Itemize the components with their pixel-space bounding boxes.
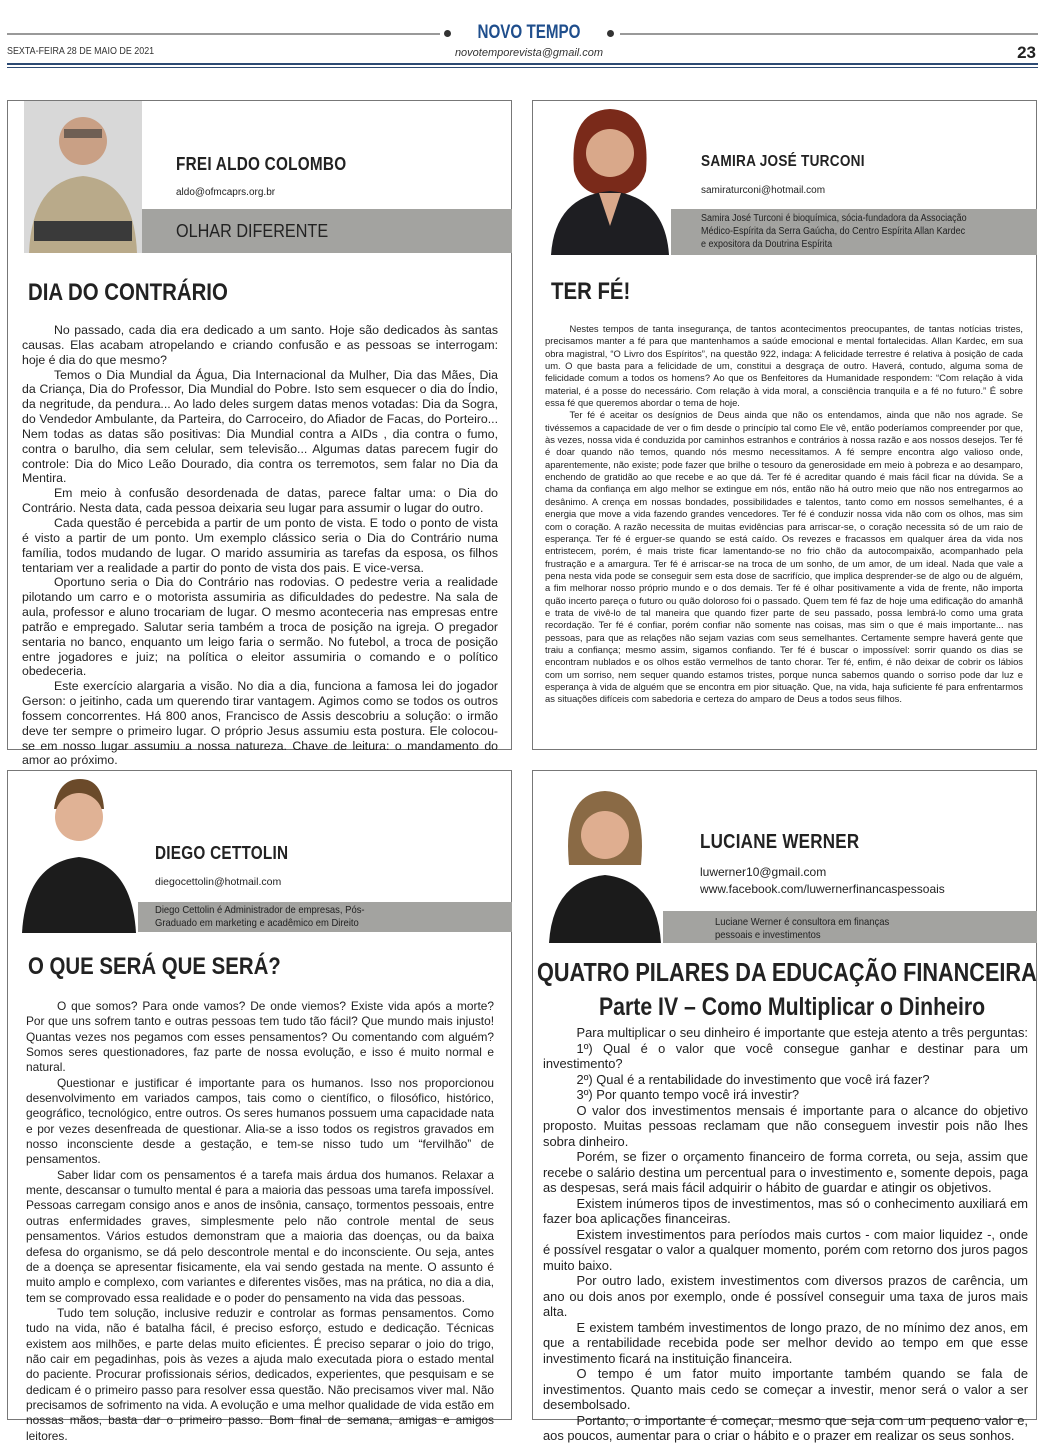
article-ter-fe: [532, 100, 1037, 750]
article-title: O QUE SERÁ QUE SERÁ?: [28, 953, 281, 980]
paragraph: O valor dos investimentos mensais é importante para o alcance do objetivo proposto. Muitas pessoas reclamam que não conseguem investir pois não lhes sobra dinheiro.: [543, 1102, 1028, 1149]
author-name: LUCIANE WERNER: [700, 831, 860, 853]
author-photo: [547, 785, 663, 943]
paragraph: 1º) Qual é o valor que você consegue ganhar e destinar para um investimento?: [543, 1040, 1028, 1071]
article-body: [543, 1025, 1028, 1444]
article-body: [22, 323, 498, 768]
article-title: QUATRO PILARES DA EDUCAÇÃO FINANCEIRA: [537, 959, 1037, 987]
paragraph: Portanto, o importante é começar, mesmo que seja com um pequeno valor e, aos poucos, aumentar para o criar o hábito e o prazer em realizar os seus sonhos.: [543, 1412, 1028, 1443]
header-divider: [7, 67, 1038, 68]
author-email[interactable]: aldo@ofmcaprs.org.br: [176, 187, 276, 198]
paragraph: Ter fé é aceitar os desígnios de Deus ainda que não os entendamos, ainda que não nos agrade. Se tivéssemos a capacidade de ver o fim desde o princípio tal como Ele vê, então poderíamos compreender por que, às vezes, nossa vida é conduzida por caminhos estranhos e contrários à nossa razão e aos nossos desejos. Ter fé é doar quando não temos, quando nós mesmo necessitamos. A fé sempre encontra algo valioso onde, aparentemente, não existe; pode fazer que brilhe o tesouro da generosidade em meio à pobreza e ao desamparo, enchendo de gratidão ao que recebe e ao que dá. Ter fé é acreditar quando é mais fácil ficar na dúvida. Se a chama da confiança em algo melhor se extingue em nós, então não há outro meio que não nos entregarmos ao desânimo. A crença em nossas bondades, possibilidades e talentos, tanto como em nossos semelhantes, é a energia que move a vida fazendo grandes vencedores. Ter fé é conduzir nossa vida não com os olhos, mas sim com o coração. A razão necessita de muitas evidências para arriscar-se, o coração necessita só de um raio de esperança. Ter fé é erguer-se quando se está caído. Os revezes e fracassos em qualquer área da vida nos entristecem, porém, é mais triste ficar lamentando-se no frio chão da autocompaixão, acompanhado pela frustração e a amargura. Ter fé é arriscar-se na troca de um sonho, de um amor, de um ideal. Nada que vale a pena nesta vida pode se conseguir sem esta dose de sacrifício, que implica desprender-se de algo ou de alguém, a fim melhorar nosso próprio mundo e o dos demais. Ter fé é olhar positivamente a vida de frente, não importa quão incerto pareça o futuro ou quão doloroso foi o passado. Quem tem fé faz de hoje uma edificação do amanhã e trata de vivê-lo de tal maneira que quando fizer parte de seu passado, possa lembrá-lo como uma grata recordação. Ter fé é confiar, porém confiar não somente nas coisas, mas sim o que é mais importante... nas pessoas, para que as relações não sejam vazias com seus semelhantes. Certamente sempre haverá gente que traiu a confiança; mesmo assim, sigamos confiando. Ter fé é buscar o impossível: sorrir quando os dias se encontram nublados e os olhos estão vermelhos de tanto chorar. Ter fé, enfim, é não deixar de cobrir os lábios com um sorriso, nem sequer quando estamos tristes, porque nunca sabemos quando o sorriso pode dar luz e esperança à vida de alguém que se encontra em pior situação. Que, na vida, haja suficiente fé para enfrentarmos as situações difíceis com sabedoria e certeza do amparo de Deus a todos seus filhos.: [545, 409, 1023, 705]
paragraph: Tudo tem solução, inclusive reduzir e controlar as formas pensamentos. Como tudo na vida, não é batalha fácil, é preciso esforço, estudo e dedicação. Técnicas existem aos milhões, e parte delas muito eficientes. É preciso separar o joio do trigo, não cair em pegadinhas, pois às vezes a ajuda malo executada piora o estado mental do paciente. Procurar profissionais sérios, dedicados, experientes, que pesquisam e se dedicam é o primeiro passo para resolver essa questão. Não precisamos viver mal. Não precisamos de sofrimento na vida. A evolução e uma melhor qualidade de vida estão em nossas mãos, basta dar o primeiro passo. Bom final de semana, amigas e amigos leitores.: [26, 1305, 494, 1443]
author-name: SAMIRA JOSÉ TURCONI: [701, 153, 865, 170]
header-divider: [7, 63, 1038, 65]
author-email[interactable]: diegocettolin@hotmail.com: [155, 876, 282, 888]
author-name: DIEGO CETTOLIN: [155, 843, 289, 863]
article-educacao-financeira: [532, 770, 1037, 1443]
author-email[interactable]: samiraturconi@hotmail.com: [701, 185, 826, 196]
author-bio: Samira José Turconi é bioquímica, sócia-fundadora da Associação Médico-Espírita da Serra Gaúcha, do Centro Espírita Allan Kardec e expositora da Doutrina Espírita: [701, 213, 967, 250]
paragraph: Cada questão é percebida a partir de um ponto de vista. E todo o ponto de vista é visto a partir de um ponto. Um exemplo clássico seria o Dia do Contrário numa família, todos mudando de lugar. O marido assumiria as tarefas da esposa, os filhos tentariam ver a realidade a partir do ponto de vista dos pais. E vice-versa.: [22, 515, 498, 575]
header-dot: [607, 30, 614, 37]
author-photo: [24, 101, 142, 253]
paragraph: Temos o Dia Mundial da Água, Dia Internacional da Mulher, Dia das Mães, Dia da Criança, Dia do Professor, Dia Mundial do Pobre. Isto sem esquecer o dia do Índio, da negritude, da pendura... Ao lado deles surgem datas menos votadas: Dia da Sogra, do Vendedor Ambulante, da Parteira, do Carroceiro, do Afiador de Facas, do Porteiro... Nem todas as datas são positivas: Dia Mundial contra a AIDs , dia contra o fumo, contra o barulho, dia sem celular, sem televisão... Algumas datas parecem fugir do controle: Dia do Mico Leão Dourado, dia contra os terremotos, sem falar no Dia da Mentira.: [22, 367, 498, 486]
header-rule-right: [620, 33, 1038, 35]
newspaper-brand: NOVO TEMPO: [477, 22, 581, 43]
issue-date: SEXTA-FEIRA 28 DE MAIO DE 2021: [7, 45, 155, 57]
author-email[interactable]: luwerner10@gmail.com: [700, 865, 827, 879]
author-website[interactable]: www.facebook.com/luwernerfinancaspessoais: [700, 882, 945, 896]
paragraph: Este exercício alargaria a visão. No dia a dia, funciona a famosa lei do jogador Gerson: o jeitinho, cada um querendo tirar vantagem. Agimos como se todos os outros fossem concorrentes. Há 800 anos, Francisco de Assis descobriu a solução: o irmão deve ter sempre o primeiro lugar. O próprio Jesus assumiu esta postura. Ele colocou-se em nosso lugar assumiu a nossa natureza. Chave de leitura: o mandamento do amor ao próximo.: [22, 679, 498, 768]
paragraph: Questionar e justificar é importante para os humanos. Isso nos proporcionou desenvolvimento em variados campos, tais como o científico, o filosófico, histórico, geográfico, tecnológico, entre outros. Os seres humanos possuem uma capacidade nata e por vezes desenfreada de questionar. Alia-se a isso todos os registros gravados em nosso inconsciente desde a gestação, e tem-se nisso tudo um “fervilhão” de pensamentos.: [26, 1075, 494, 1167]
author-bio: Diego Cettolin é Administrador de empresas, Pós-Graduado em marketing e acadêmico em Direito: [155, 904, 365, 929]
paragraph: Existem inúmeros tipos de investimentos, mas só o conhecimento auxiliará em fazer boa aplicações financeiras.: [543, 1195, 1028, 1226]
paragraph: Em meio à confusão desordenada de datas, parece faltar uma: o Dia do Contrário. Nesta data, cada pessoa deixaria seu lugar para assumir o lugar do outro.: [22, 486, 498, 516]
paragraph: Oportuno seria o Dia do Contrário nas rodovias. O pedestre veria a realidade pilotando um carro e o motorista assumiria as dificuldades do pedestre. Na sala de aula, professor e aluno trocariam de lugar. O mesmo aconteceria nas empresas entre patrão e empregado. Salutar seria também a troca de posição na igreja. O pregador sentaria no banco, enquanto um leigo faria o sermão. No futebol, a troca de posição entre jogadores e juiz; na política o eleitor assumiria o comando e o político obedeceria.: [22, 575, 498, 679]
column-name: OLHAR DIFERENTE: [176, 221, 329, 241]
paragraph: Para multiplicar o seu dinheiro é importante que esteja atento a três perguntas:: [576, 1025, 1028, 1040]
article-title: DIA DO CONTRÁRIO: [28, 279, 228, 306]
paragraph: O tempo é um fator muito importante também quando se fala de investimentos. Quanto mais cedo se começar a investir, menor será o valor a ser desembolsado.: [543, 1366, 1028, 1412]
author-photo: [549, 101, 671, 255]
author-bio: Luciane Werner é consultora em finanças pessoais e investimentos: [715, 916, 890, 941]
author-photo: [20, 771, 138, 933]
paragraph: Por outro lado, existem investimentos com diversos prazos de carência, um ano ou dois anos por exemplo, onde é possível conseguir uma taxa de juros mais alta.: [543, 1273, 1028, 1319]
paragraph: Existem investimentos para períodos mais curtos - com maior liquidez -, onde é possível resgatar o valor a qualquer momento, porém com retorno dos juros pagos muito baixo.: [543, 1226, 1028, 1273]
article-title: TER FÉ!: [551, 278, 631, 305]
article-o-que-sera: [7, 770, 512, 1443]
paragraph: No passado, cada dia era dedicado a um santo. Hoje são dedicados às santas causas. Elas acabam atropelando e criando confusão e as pessoas se interrogam: hoje é dia do que mesmo?: [22, 323, 498, 367]
paragraph: Nestes tempos de tanta insegurança, de tantos acontecimentos preocupantes, de tantas notícias tristes, precisamos manter a fé para que mantenhamos a saúde emocional e mental fortalecidas. Allan Kardec, em sua obra magistral, “O Livro dos Espíritos”, na questão 922, indaga: A felicidade terrestre é relativa à posição de cada um. O que basta para a felicidade de um, constitui a desgraça de outro. Haverá, contudo, alguma soma de felicidade comum a todos os homens? Ao que os Benfeitores da Humanidade respondem: “Com relação à vida material, é a posse do necessário. Com relação à vida moral, a consciência tranquila e a fé no futuro.” É sobre essa fé que queremos abordar o tema de hoje.: [545, 323, 1023, 409]
paragraph: Porém, se fizer o orçamento financeiro de forma correta, ou seja, assim que recebe o salário destina um percentual para o investimento e, somente depois, paga as despesas, será mais fácil adquirir o hábito de guardar e atingir os objetivos.: [543, 1149, 1028, 1195]
paragraph: 2º) Qual é a rentabilidade do investimento que você irá fazer?: [576, 1071, 930, 1087]
paragraph: O que somos? Para onde vamos? De onde viemos? Existe vida após a morte? Por que uns sofrem tanto e outras pessoas tem tudo tão fácil? Que mundo mais injusto! Quantas vezes nos pegamos com esses pensamentos? Ou comentando com alguém? Somos seres questionadores, faz parte de nossa evolução, e isso é muito normal e natural.: [26, 999, 494, 1075]
article-dia-do-contrario: [7, 100, 512, 768]
article-subtitle: Parte IV – Como Multiplicar o Dinheiro: [599, 993, 986, 1021]
paragraph: E existem também investimentos de longo prazo, de no mínimo dez anos, em que a rentabilidade recebida pode ser melhor devido ao tempo em que esse investimento ficará na instituição financeira.: [543, 1319, 1028, 1366]
article-body: [545, 323, 1023, 706]
newspaper-email: novotemporevista@gmail.com: [454, 47, 604, 59]
paragraph: Saber lidar com os pensamentos é a tarefa mais árdua dos humanos. Relaxar a mente, descansar o tumulto mental é para a maioria das pessoas uma tarefa impossível. Pessoas carregam consigo anos e anos de insônia, cansaço, tormentos pessoais, entre outras enfermidades graves, simplesmente pelo não controle mental de seus pensamentos. Vários estudos demonstram que a maioria das doenças, ou da baixa defesa do organismo, se dá pelo descontrole mental e do inconsciente. Ou seja, antes de a doença se apresentar fisicamente, ela vai sendo gestada na mente. O assunto é muito amplo e complexo, com variantes e diferentes visões, mas na prática, no dia a dia, tem se comprovado essa realidade e o poder do pensamento na vida das pessoas.: [26, 1167, 494, 1305]
article-body: [26, 999, 494, 1444]
author-name: FREI ALDO COLOMBO: [176, 154, 347, 174]
paragraph: 3º) Por quanto tempo você irá investir?: [576, 1087, 800, 1102]
page-number: 23: [1017, 43, 1036, 62]
